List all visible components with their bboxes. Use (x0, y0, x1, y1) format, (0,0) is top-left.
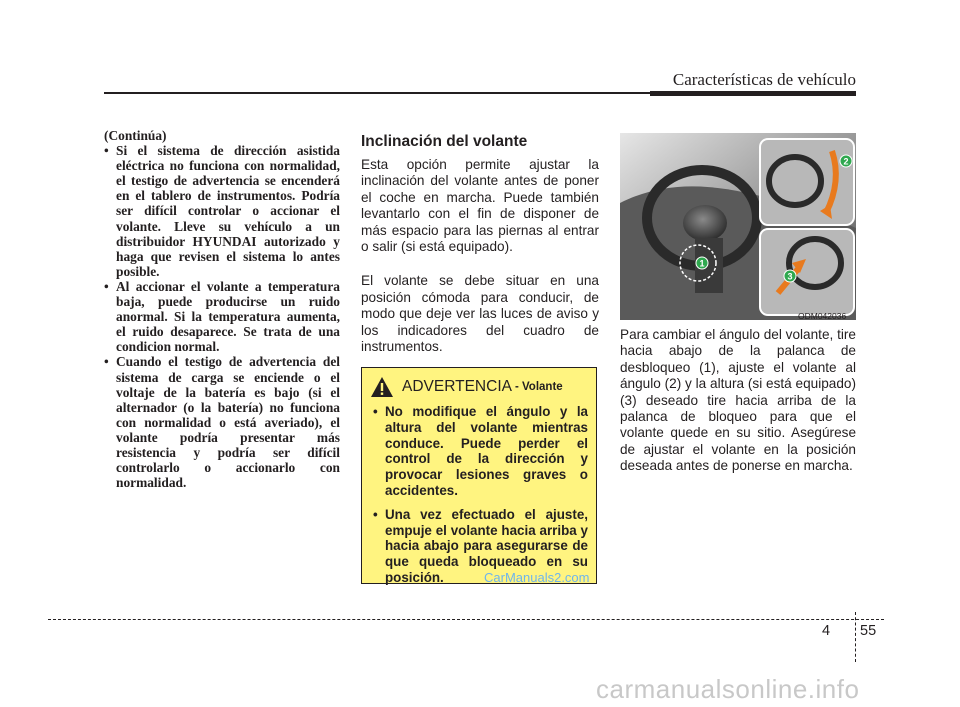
warning-header (362, 368, 596, 398)
warning-item: • Una vez efectuado el ajuste, empuje el volante hacia arriba y hacia abajo para asegurarse de que queda bloqueado en su posición. (373, 507, 588, 586)
callout-3-label: 3 (787, 271, 793, 282)
inset-top (760, 139, 854, 225)
list-item: • Cuando el testigo de advertencia del sistema de carga se enciende o el voltaje de la batería es bajo (si el alternador (o la batería) no funciona con normalidad o está averiado), el volante podría presentar más resistencia y podría ser difícil controlarlo o accionarlo con normalidad. (104, 354, 340, 490)
callout-2-label: 2 (843, 156, 849, 167)
middle-column (361, 132, 599, 373)
warning-box (361, 367, 597, 584)
steering-hub (683, 205, 727, 241)
header-rule-accent (650, 91, 856, 96)
watermark-carmanuals2: CarManuals2.com (484, 570, 590, 585)
page-number: 55 (860, 623, 877, 639)
page-separator (855, 612, 856, 662)
watermark-carmanualsonline: carmanualsonline.info (596, 674, 860, 704)
figure-code: ODM042036 (798, 311, 847, 321)
chapter-number: 4 (822, 623, 831, 639)
warning-list (362, 404, 596, 586)
right-column (620, 327, 856, 475)
left-column (104, 128, 340, 490)
warning-title: ADVERTENCIA (402, 378, 512, 395)
paragraph: El volante se debe situar en una posición cómoda para conducir, de modo que deje ver las luces de aviso y los indicadores del cuadro de instrumentos. (361, 273, 599, 355)
list-item: • Al accionar el volante a temperatura baja, puede producirse un ruido anormal. Si la temperatura aumenta, el ruido desaparece. Se trata de una condicion normal. (104, 279, 340, 354)
warning-item: • No modifique el ángulo y la altura del volante mientras conduce. Puede perder el control de la dirección y provocar lesiones graves o accidentes. (373, 404, 588, 499)
callout-1-label: 1 (699, 258, 705, 269)
section-title: Características de vehículo (672, 70, 856, 89)
warning-triangle-icon (370, 376, 394, 398)
paragraph: Para cambiar el ángulo del volante, tire hacia abajo de la palanca de desbloqueo (1), ajuste el volante al ángulo (2) y la altura (si está equipado) (3) deseado tire hacia arriba de la palanca de bloqueo para que el volante quede en su sitio. Asegúrese de ajustar el volante en la posición deseada antes de ponerse en marcha. (620, 327, 856, 474)
footer-rule (48, 619, 884, 620)
continued-label: (Continúa) (104, 128, 167, 143)
left-bullet-list (104, 143, 340, 490)
warning-subtitle: - Volante (514, 381, 563, 393)
paragraph: Esta opción permite ajustar la inclinación del volante antes de poner el coche en marcha. Puede también levantarlo con el fin de disponer de más espacio para las piernas al entrar o salir (si está equipado). (361, 157, 599, 255)
section-heading: Inclinación del volante (361, 133, 528, 150)
steering-wheel-illustration (620, 133, 856, 320)
list-item: • Si el sistema de dirección asistida eléctrica no funciona con normalidad, el testigo de advertencia se encenderá en el tablero de instrumentos. Podría ser difícil controlar o accionar el volante. Lleve su vehículo a un distribuidor HYUNDAI autorizado y haga que revisen el sistema lo antes posible. (104, 143, 340, 279)
